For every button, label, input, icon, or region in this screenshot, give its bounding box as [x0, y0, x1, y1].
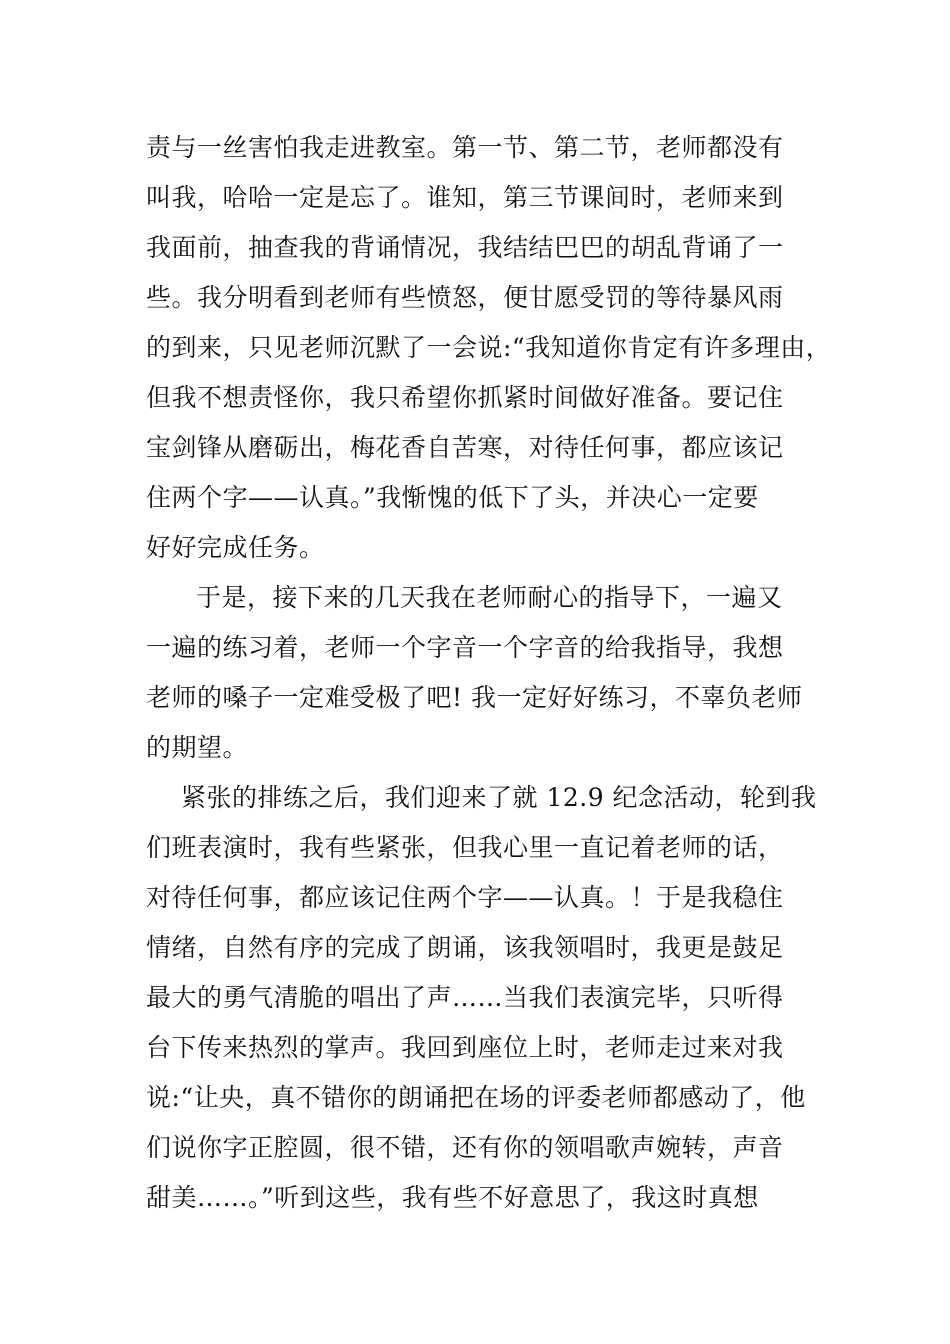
paragraph-3-line-9: 甜美……。”听到这些，我有些不好意思了，我这时真想 — [146, 1183, 759, 1212]
paragraph-2-line-3: 老师的嗓子一定难受极了吧! 我一定好好练习，不辜负老师 — [146, 683, 803, 712]
paragraph-3-line-2: 们班表演时，我有些紧张，但我心里一直记着老师的话， — [146, 833, 784, 862]
paragraph-1-line-5: 的到来，只见老师沉默了一会说:“我知道你肯定有许多理由， — [146, 333, 832, 362]
paragraph-1-line-4: 些。我分明看到老师有些愤怒，便甘愿受罚的等待暴风雨 — [146, 283, 784, 312]
paragraph-1-line-9: 好好完成任务。 — [146, 533, 325, 562]
paragraph-3-line-8: 们说你字正腔圆，很不错，还有你的领唱歌声婉转，声音 — [146, 1133, 784, 1162]
paragraph-2-line-1: 于是，接下来的几天我在老师耐心的指导下，一遍又 — [196, 583, 783, 612]
paragraph-3-line-1: 紧张的排练之后，我们迎来了就 12.9 纪念活动，轮到我 — [181, 783, 817, 812]
paragraph-1-line-1: 责与一丝害怕我走进教室。第一节、第二节，老师都没有 — [146, 133, 784, 162]
paragraph-3-line-7: 说:“让央，真不错你的朗诵把在场的评委老师都感动了，他 — [146, 1083, 806, 1112]
paragraph-1-line-3: 我面前，抽查我的背诵情况，我结结巴巴的胡乱背诵了一 — [146, 233, 784, 262]
paragraph-3-line-5: 最大的勇气清脆的唱出了声……当我们表演完毕，只听得 — [146, 983, 784, 1012]
paragraph-1-line-2: 叫我，哈哈一定是忘了。谁知，第三节课间时，老师来到 — [146, 183, 784, 212]
paragraph-2-line-4: 的期望。 — [146, 733, 249, 762]
paragraph-3-line-4: 情绪，自然有序的完成了朗诵，该我领唱时，我更是鼓足 — [146, 933, 784, 962]
paragraph-3-line-3: 对待任何事，都应该记住两个字——认真。！于是我稳住 — [146, 883, 784, 912]
paragraph-1-line-7: 宝剑锋从磨砺出，梅花香自苦寒，对待任何事，都应该记 — [146, 433, 784, 462]
paragraph-1-line-8: 住两个字——认真。”我惭愧的低下了头，并决心一定要 — [146, 483, 759, 512]
paragraph-3-line-6: 台下传来热烈的掌声。我回到座位上时，老师走过来对我 — [146, 1033, 784, 1062]
paragraph-1-line-6: 但我不想责怪你，我只希望你抓紧时间做好准备。要记住 — [146, 383, 784, 412]
paragraph-2-line-2: 一遍的练习着，老师一个字音一个字音的给我指导，我想 — [146, 633, 784, 662]
